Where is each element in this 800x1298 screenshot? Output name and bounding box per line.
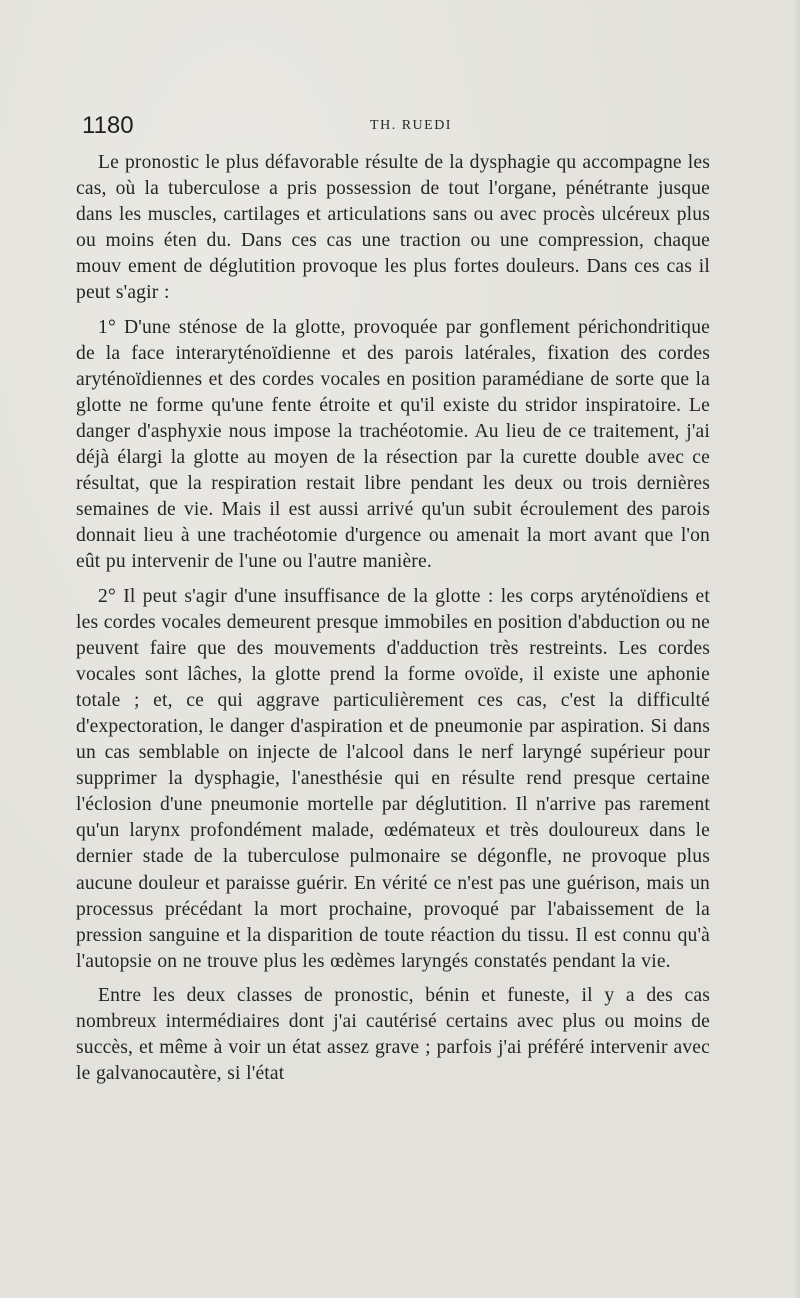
paragraph-classes: Entre les deux classes de pronostic, bénin et funeste, il y a des cas nombreux intermédiaires dont j'ai cautérisé certains avec plus ou moins de succès, et même à voir un état assez grave ; parfois j'ai préféré intervenir avec le galvanocautère, si l'état: [76, 984, 710, 1085]
page-edge-shadow: [794, 0, 800, 1298]
paragraph-insuffisance: 2° Il peut s'agir d'une insuffisance de la glotte : les corps aryténoïdiens et les cordes vocales demeurent presque immobiles en position d'abduction ou ne peuvent faire que des mouvements d'adduction très restreints. Les cordes vocales sont lâches, la glotte prend la forme ovoïde, il existe une aphonie totale ; et, ce qui aggrave particulièrement ces cas, c'est la difficulté d'expectoration, le danger d'aspiration et de pneumonie par aspiration. Si dans un cas semblable on injecte de l'alcool dans le nerf laryngé supérieur pour supprimer la dysphagie, l'anesthésie qui en résulte rend presque certaine l'éclosion d'une pneumonie mortelle par déglutition. Il n'arrive pas rarement qu'un larynx profondément malade, œdémateux et très douloureux dans le dernier stade de la tuberculose pulmonaire se dégonfle, ne provoque plus aucune douleur et paraisse guérir. En vérité ce n'est pas une guérison, mais un processus précédant la mort prochaine, provoqué par l'abaissement de la pression sanguine et la disparition de toute réaction du tissu. Il est connu qu'à l'autopsie on ne trouve plus les œdèmes laryngés constatés pendant la vie.: [76, 585, 710, 972]
body-text: [76, 150, 710, 1087]
running-head: TH. RUEDI: [370, 118, 452, 133]
paragraph-stenose: 1° D'une sténose de la glotte, provoquée par gonflement périchondritique de la face interaryténoïdienne et des parois latérales, fixation des cordes aryténoïdiennes et des cordes vocales en position paramédiane de sorte que la glotte ne forme qu'une fente étroite et qu'il existe du stridor inspiratoire. Le danger d'asphyxie nous impose la trachéotomie. Au lieu de ce traitement, j'ai déjà élargi la glotte au moyen de la résection par la curette double avec ce résultat, que la respiration restait libre pendant les deux ou trois dernières semaines de vie. Mais il est aussi arrivé qu'un subit écroulement des parois donnait lieu à une trachéotomie d'urgence ou amenait la mort avant que l'on eût pu intervenir de l'une ou l'autre manière.: [76, 316, 710, 573]
paragraph-pronostic: Le pronostic le plus défavorable résulte de la dysphagie qu accompagne les cas, où la tuberculose a pris possession de tout l'organe, pénétrante jusque dans les muscles, cartilages et articulations sans ou avec procès ulcéreux plus ou moins éten du. Dans ces cas une traction ou une compression, chaque mouv ement de déglutition provoque les plus fortes douleurs. Dans ces cas il peut s'agir :: [76, 152, 710, 304]
page-number: 1180: [82, 112, 134, 139]
